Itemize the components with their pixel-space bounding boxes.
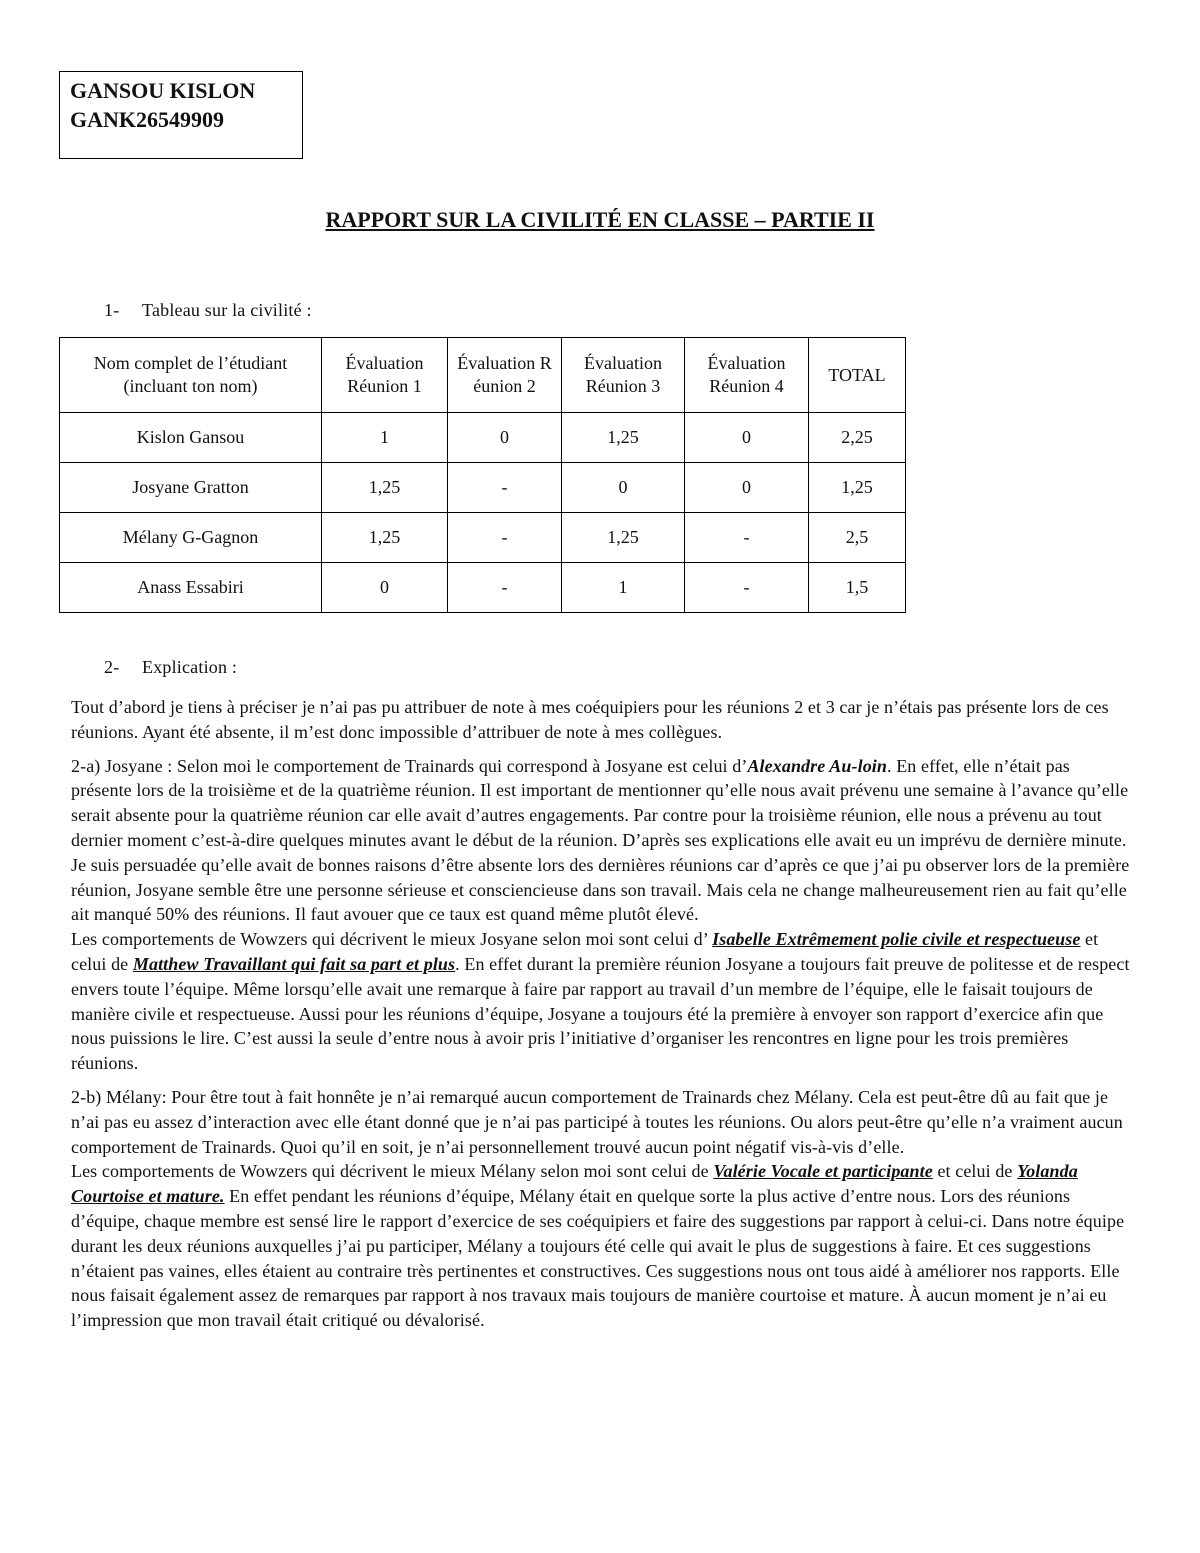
- cell-meeting-2: -: [448, 513, 562, 563]
- header-meeting-2: [448, 338, 562, 413]
- cell-meeting-4: -: [685, 513, 809, 563]
- explanation-body: [71, 695, 1131, 1342]
- melany-text-4: En effet pendant les réunions d’équipe, Mélany était en quelque sorte la plus active d’entre nous. Lors des réunions d’équipe, chaque membre est sensé lire le rapport d’exercice de ses coéquipiers et faire des suggestions par rapport à celui-ci. Dans notre équipe durant les deux réunions auxquelles j’ai pu participer, Mélany a toujours été celle qui avait le plus de suggestions à faire. Et ces suggestions n’étaient pas vaines, elles étaient au contraire très pertinentes et constructives. Ces suggestions nous ont tous aidé à améliorer nos rapports. Elle nous faisait également assez de remarques par rapport à nos travaux mais toujours de manière courtoise et mature. À aucun moment je n’ai eu l’impression que mon travail était critiqué ou dévalorisé.: [71, 1186, 1125, 1331]
- cell-name: Mélany G-Gagnon: [60, 513, 322, 563]
- cell-meeting-3: 1,25: [562, 413, 685, 463]
- cell-meeting-4: -: [685, 563, 809, 613]
- cell-name: Josyane Gratton: [60, 463, 322, 513]
- author-code: GANK26549909: [70, 107, 224, 132]
- melany-text-1: 2-b) Mélany: Pour être tout à fait honnête je n’ai remarqué aucun comportement de Trainards chez Mélany. Cela est peut-être dû au fait que je n’ai pas eu assez d’interaction avec elle étant donné que je n’ai pas participé à toutes les réunions. Ou alors peut-être qu’elle n’a vraiment aucun comportement de Trainards. Quoi qu’il en soit, je n’ai personnellement trouvé aucun point négatif vis-à-vis d’elle.: [71, 1086, 1123, 1157]
- cell-meeting-4: 0: [685, 463, 809, 513]
- josyane-text-3: Les comportements de Wowzers qui décrivent le mieux Josyane selon moi sont celui d’: [71, 929, 713, 950]
- table-row: [60, 513, 906, 563]
- josyane-text-1: 2-a) Josyane : Selon moi le comportement de Trainards qui correspond à Josyane est celui d’: [71, 755, 748, 776]
- header-meeting-4: Évaluation Réunion 4: [685, 338, 809, 413]
- cell-name: Kislon Gansou: [60, 413, 322, 463]
- cell-meeting-1: 1,25: [322, 463, 448, 513]
- header-meeting-2-text: Évaluation Réunion 2: [457, 353, 552, 396]
- melany-wowzers-label-1: Valérie Vocale et participante: [713, 1161, 933, 1182]
- section-2-heading: [104, 657, 237, 678]
- intro-paragraph: Tout d’abord je tiens à préciser je n’ai pas pu attribuer de note à mes coéquipiers pour les réunions 2 et 3 car je n’étais pas présente lors de ces réunions. Ayant été absente, il m’est donc impossible d’attribuer de note à mes collègues.: [71, 697, 1109, 742]
- author-id-box: [59, 71, 303, 159]
- cell-meeting-4: 0: [685, 413, 809, 463]
- josyane-wowzers-label-1: Isabelle Extrêmement polie civile et respectueuse: [712, 929, 1081, 950]
- cell-meeting-1: 1: [322, 413, 448, 463]
- josyane-wowzers-label-2: Matthew Travaillant qui fait sa part et plus: [132, 953, 456, 974]
- header-meeting-3: Évaluation Réunion 3: [562, 338, 685, 413]
- cell-meeting-3: 1: [562, 563, 685, 613]
- melany-wowzers-label-2: Yolanda Courtoise et mature.: [71, 1161, 1078, 1207]
- cell-meeting-1: 0: [322, 563, 448, 613]
- josyane-trainards-label: Alexandre Au-loin: [747, 755, 888, 776]
- josyane-text-2: . En effet, elle n’était pas présente lors de la troisième et de la quatrième réunion. Il est important de mentionner qu’elle nous avait prévenu une semaine à l’avance qu’elle serait absente pour la quatrième réunion car elle avait d’autres engagements. Par contre pour la troisième réunion, elle nous a prévenu au tout dernier moment c’est-à-dire quelques minutes avant le début de la réunion. D’après ses explications elle avait eu un imprévu de dernière minute. Je suis persuadée qu’elle avait de bonnes raisons d’être absente lors des dernières réunions car d’après ce que j’ai pu observer lors de la première réunion, Josyane semble être une personne sérieuse et consciencieuse dans son travail. Mais cela ne change malheureusement rien au fait qu’elle ait manqué 50% des réunions. Il faut avouer que ce taux est quand même plutôt élevé.: [71, 755, 1130, 925]
- table-row: [60, 413, 906, 463]
- section-1-label: Tableau sur la civilité :: [142, 300, 312, 320]
- document-title: RAPPORT SUR LA CIVILITÉ EN CLASSE – PARTIE II: [325, 207, 875, 232]
- author-name: GANSOU KISLON: [70, 78, 256, 103]
- header-meeting-1: Évaluation Réunion 1: [322, 338, 448, 413]
- cell-total: 2,25: [809, 413, 906, 463]
- cell-meeting-3: 1,25: [562, 513, 685, 563]
- melany-section: [71, 1085, 1131, 1333]
- cell-meeting-2: -: [448, 463, 562, 513]
- cell-meeting-2: -: [448, 563, 562, 613]
- section-2-number: 2-: [104, 657, 120, 677]
- table-row: [60, 563, 906, 613]
- civility-table: [59, 337, 906, 613]
- josyane-text-5: . En effet durant la première réunion Josyane a toujours fait preuve de politesse et de respect envers toute l’équipe. Même lorsqu’elle avait une remarque à faire par rapport au travail d’un membre de l’équipe, elle le faisait toujours de manière civile et respectueuse. Aussi pour les réunions d’équipe, Josyane a toujours été la première à envoyer son rapport d’exercice afin que nous puissions le lire. C’est aussi la seule d’entre nous à avoir pris l’initiative d’organiser les rencontres en ligne pour les trois premières réunions.: [71, 953, 1130, 1074]
- josyane-section: [71, 754, 1131, 1076]
- cell-name: Anass Essabiri: [60, 563, 322, 613]
- cell-total: 1,5: [809, 563, 906, 613]
- cell-total: 1,25: [809, 463, 906, 513]
- josyane-text-4: et celui de: [71, 929, 1099, 974]
- melany-text-3: et celui de: [932, 1161, 1018, 1182]
- melany-text-2: Les comportements de Wowzers qui décrivent le mieux Mélany selon moi sont celui de: [71, 1161, 714, 1182]
- header-total: TOTAL: [809, 338, 906, 413]
- header-student-name: Nom complet de l’étudiant (incluant ton nom): [60, 338, 322, 413]
- table-header-row: [60, 338, 906, 413]
- cell-total: 2,5: [809, 513, 906, 563]
- cell-meeting-3: 0: [562, 463, 685, 513]
- section-2-label: Explication :: [142, 657, 238, 677]
- section-1-number: 1-: [104, 300, 120, 320]
- cell-meeting-2: 0: [448, 413, 562, 463]
- section-1-heading: [104, 300, 312, 321]
- cell-meeting-1: 1,25: [322, 513, 448, 563]
- table-row: [60, 463, 906, 513]
